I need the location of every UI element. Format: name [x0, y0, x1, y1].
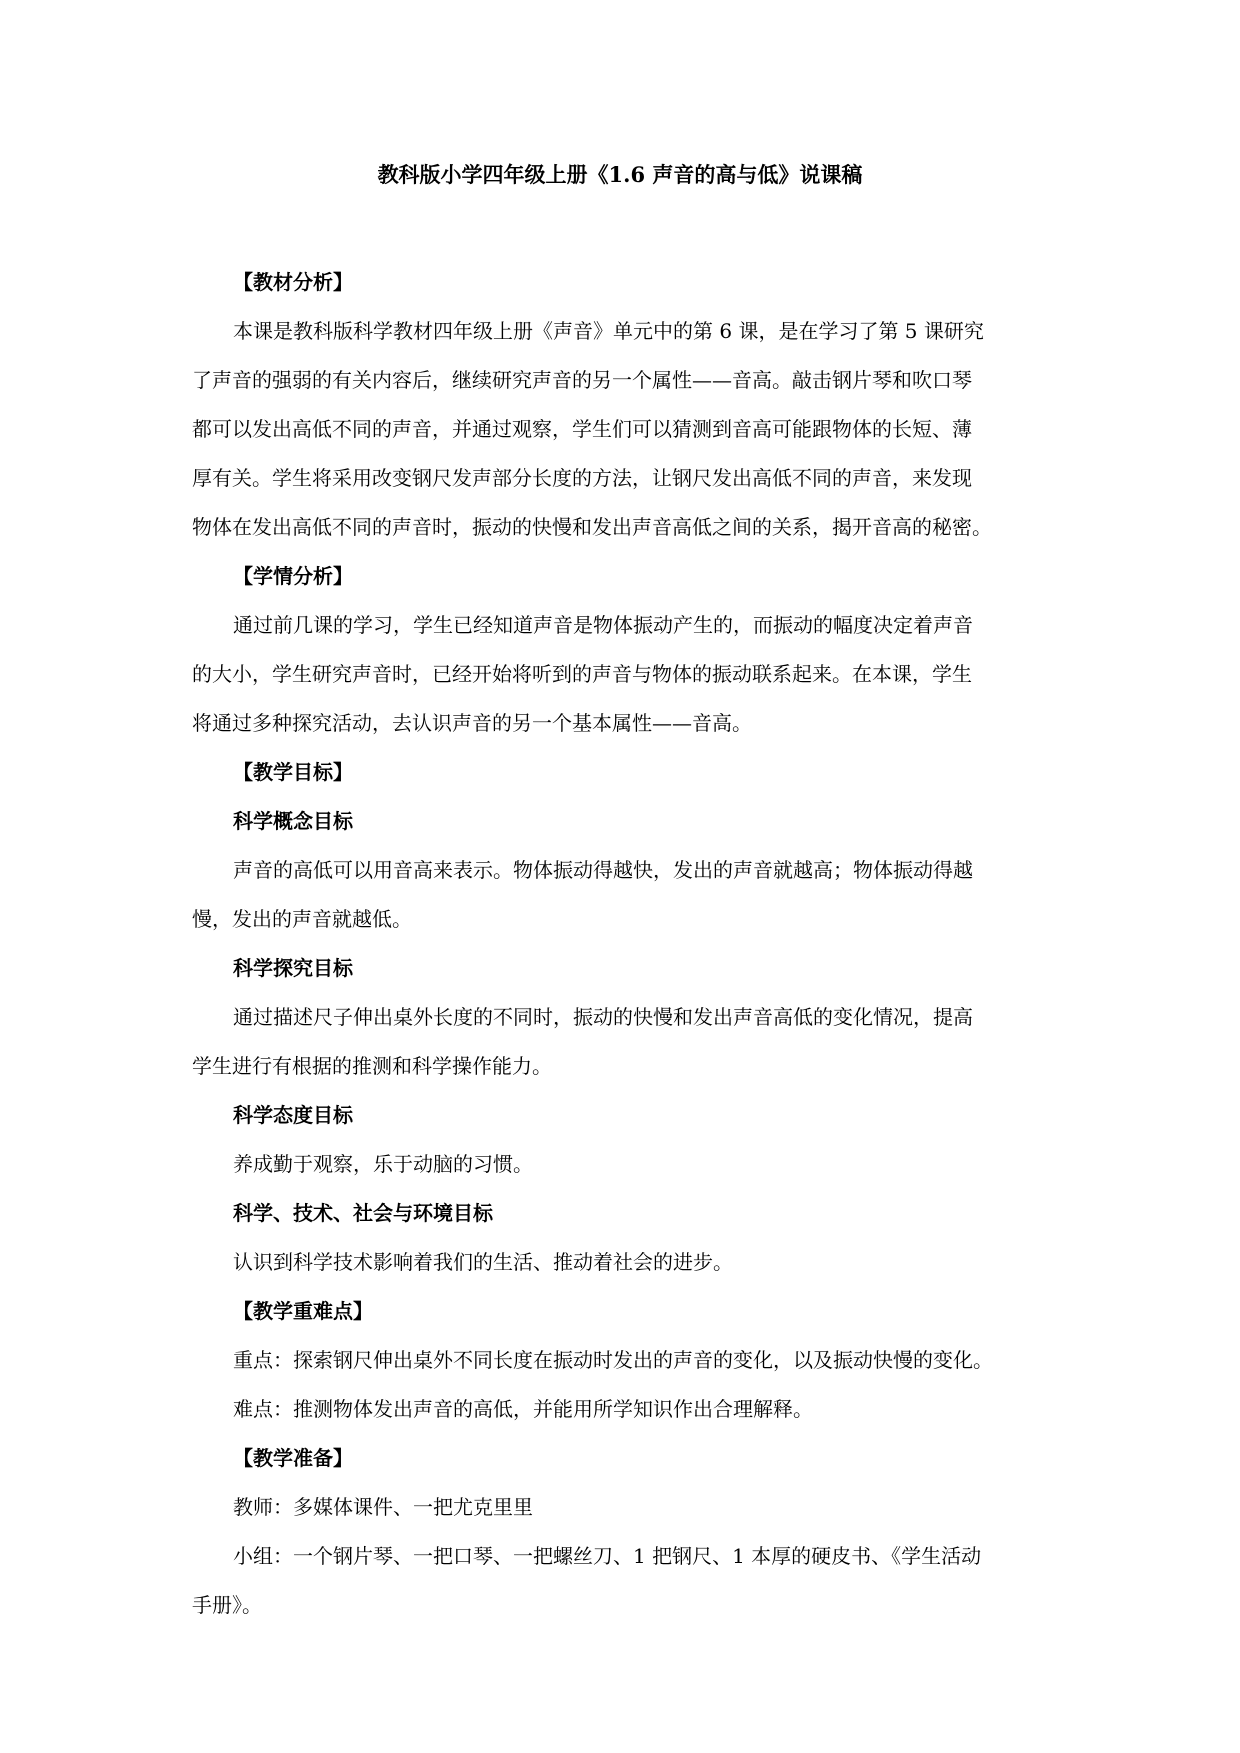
subsection-heading: 科学探究目标 [233, 956, 353, 980]
subsection-heading: 科学概念目标 [233, 809, 353, 833]
document-body [192, 258, 1062, 1630]
paragraph-line: 教师：多媒体课件、一把尤克里里 [233, 1495, 533, 1519]
subsection-heading: 科学态度目标 [233, 1103, 353, 1127]
paragraph-line: 慢，发出的声音就越低。 [192, 907, 412, 931]
paragraph-line: 的大小，学生研究声音时，已经开始将听到的声音与物体的振动联系起来。在本课，学生 [192, 662, 972, 686]
section-heading: 【教材分析】 [233, 270, 353, 294]
paragraph-line: 了声音的强弱的有关内容后，继续研究声音的另一个属性——音高。敲击钢片琴和吹口琴 [192, 368, 972, 392]
paragraph-line: 难点：推测物体发出声音的高低，并能用所学知识作出合理解释。 [233, 1397, 813, 1421]
document-title: 教科版小学四年级上册《1.6 声音的高与低》说课稿 [377, 162, 863, 187]
section-heading: 【教学目标】 [233, 760, 353, 784]
paragraph-line: 小组：一个钢片琴、一把口琴、一把螺丝刀、1 把钢尺、1 本厚的硬皮书、《学生活动 [233, 1544, 982, 1568]
section-heading: 【教学重难点】 [233, 1299, 373, 1323]
paragraph-line: 手册》。 [192, 1593, 262, 1617]
subsection-heading: 科学、技术、社会与环境目标 [233, 1201, 493, 1225]
paragraph-line: 将通过多种探究活动，去认识声音的另一个基本属性——音高。 [192, 711, 752, 735]
paragraph-line: 通过前几课的学习，学生已经知道声音是物体振动产生的，而振动的幅度决定着声音 [233, 613, 973, 637]
paragraph-line: 养成勤于观察，乐于动脑的习惯。 [233, 1152, 533, 1176]
paragraph-line: 认识到科学技术影响着我们的生活、推动着社会的进步。 [233, 1250, 733, 1274]
section-heading: 【教学准备】 [233, 1446, 353, 1470]
paragraph-line: 都可以发出高低不同的声音，并通过观察，学生们可以猜测到音高可能跟物体的长短、薄 [192, 417, 972, 441]
paragraph-line: 学生进行有根据的推测和科学操作能力。 [192, 1054, 552, 1078]
paragraph-line: 重点：探索钢尺伸出桌外不同长度在振动时发出的声音的变化，以及振动快慢的变化。 [233, 1348, 993, 1372]
paragraph-line: 物体在发出高低不同的声音时，振动的快慢和发出声音高低之间的关系，揭开音高的秘密。 [192, 515, 992, 539]
section-heading: 【学情分析】 [233, 564, 353, 588]
paragraph-line: 声音的高低可以用音高来表示。物体振动得越快，发出的声音就越高；物体振动得越 [233, 858, 973, 882]
paragraph-line: 厚有关。学生将采用改变钢尺发声部分长度的方法，让钢尺发出高低不同的声音，来发现 [192, 466, 972, 490]
paragraph-line: 本课是教科版科学教材四年级上册《声音》单元中的第 6 课，是在学习了第 5 课研究 [233, 319, 984, 343]
paragraph-line: 通过描述尺子伸出桌外长度的不同时，振动的快慢和发出声音高低的变化情况，提高 [233, 1005, 973, 1029]
